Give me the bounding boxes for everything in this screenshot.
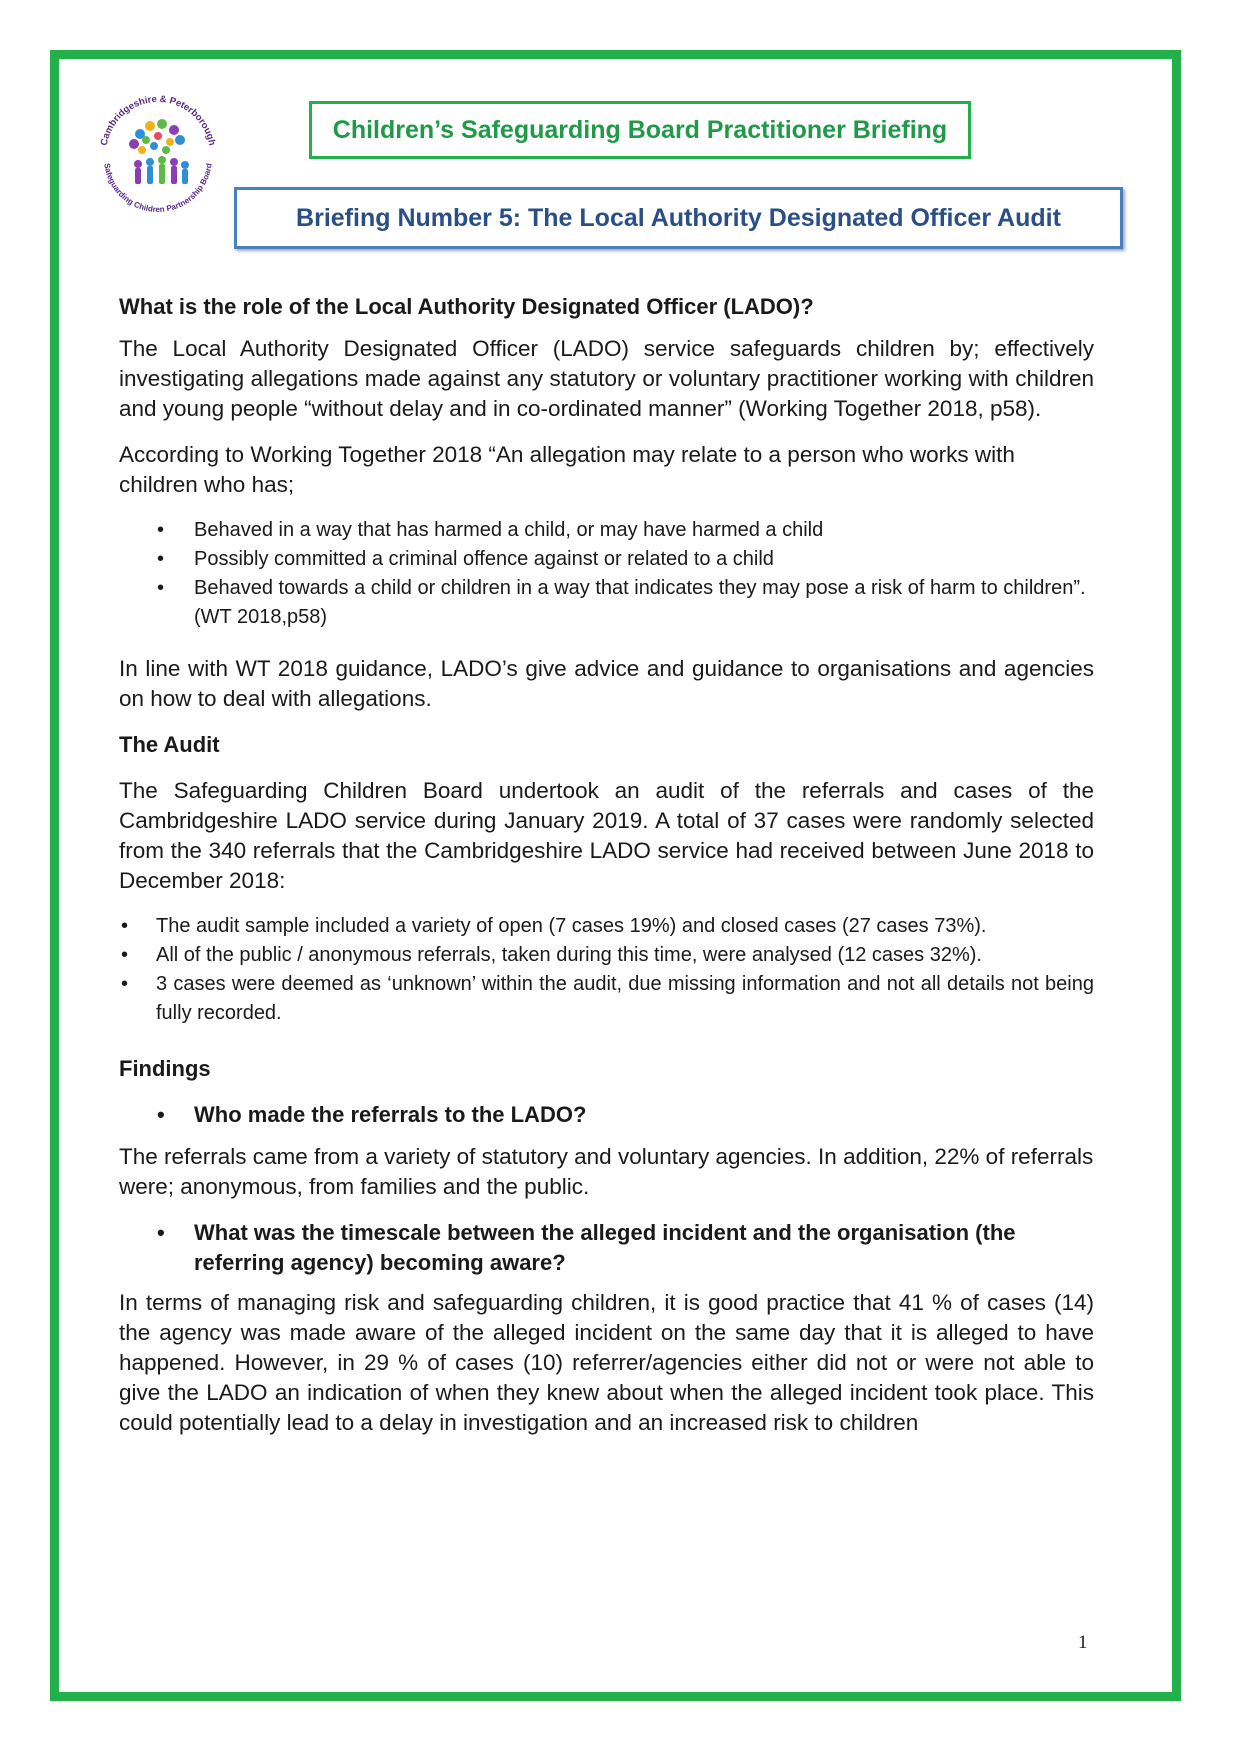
timescale-answer-paragraph: In terms of managing risk and safeguarding children, it is good practice that 41 % of cases (14) the agency was made aware of the alleged incident on the same day that it is alleged to have happened. However, in 29 % of cases (10) referrer/agencies either did not or were not able to give the LADO an indication of when they knew about when the alleged incident took place. This could potentially lead to a delay in investigation and an increased risk to children bbox=[119, 1290, 1094, 1435]
guidance-paragraph: In line with WT 2018 guidance, LADO’s give advice and guidance to organisations and agencies on how to deal with allegations. bbox=[119, 656, 1094, 711]
list-item: • 3 cases were deemed as ‘unknown’ within the audit, due missing information and not all details not being fully recorded. bbox=[121, 973, 1094, 1024]
tree-of-children-logo-icon bbox=[92, 88, 224, 220]
page-number: 1 bbox=[1078, 1632, 1088, 1653]
lado-role-paragraph: The Local Authority Designated Officer (LADO) service safeguards children by; effectively investigating allegations made against any statutory or voluntary practitioner working with children and young people “without delay and in co-ordinated manner” (Working Together 2018, p58). bbox=[119, 336, 1094, 421]
question-referrals: • Who made the referrals to the LADO? bbox=[157, 1102, 587, 1127]
svg-text:Cambridgeshire & Peterborough: Cambridgeshire & Peterborough bbox=[98, 93, 218, 147]
partnership-board-logo bbox=[92, 88, 224, 220]
referrals-answer-paragraph: The referrals came from a variety of statutory and voluntary agencies. In addition, 22% of referrals were; anonymous, from families and the public. bbox=[119, 1144, 1094, 1199]
briefing-series-title: Children’s Safeguarding Board Practitioner Briefing bbox=[309, 101, 971, 159]
document-body bbox=[119, 292, 1094, 1438]
list-item: • Behaved towards a child or children in a way that indicates they may pose a risk of harm to children”. (WT 2018,p58) bbox=[157, 577, 1086, 628]
allegation-criteria-list bbox=[119, 516, 1094, 632]
list-item: • The audit sample included a variety of open (7 cases 19%) and closed cases (27 cases 73%). bbox=[121, 915, 987, 937]
audit-sample-list bbox=[119, 912, 1094, 1028]
audit-heading: The Audit bbox=[119, 732, 220, 757]
audit-paragraph: The Safeguarding Children Board undertook an audit of the referrals and cases of the Cambridgeshire LADO service during January 2019. A total of 37 cases were randomly selected from the 340 referrals that the Cambridgeshire LADO service had received between June 2018 to December 2018: bbox=[119, 778, 1094, 893]
briefing-number-title: Briefing Number 5: The Local Authority Designated Officer Audit bbox=[234, 187, 1123, 249]
allegation-intro-paragraph: According to Working Together 2018 “An allegation may relate to a person who works with children who has; bbox=[119, 442, 1015, 497]
list-item: • All of the public / anonymous referrals, taken during this time, were analysed (12 cases 32%). bbox=[121, 944, 982, 966]
list-item: • Possibly committed a criminal offence against or related to a child bbox=[157, 548, 774, 570]
findings-heading: Findings bbox=[119, 1056, 211, 1081]
question-timescale: • What was the timescale between the alleged incident and the organisation (the referring agency) becoming aware? bbox=[157, 1220, 1016, 1275]
list-item: • Behaved in a way that has harmed a child, or may have harmed a child bbox=[157, 519, 824, 541]
svg-text:Safeguarding Children Partners: Safeguarding Children Partnership Board bbox=[102, 162, 214, 215]
lado-role-heading: What is the role of the Local Authority Designated Officer (LADO)? bbox=[119, 294, 814, 319]
